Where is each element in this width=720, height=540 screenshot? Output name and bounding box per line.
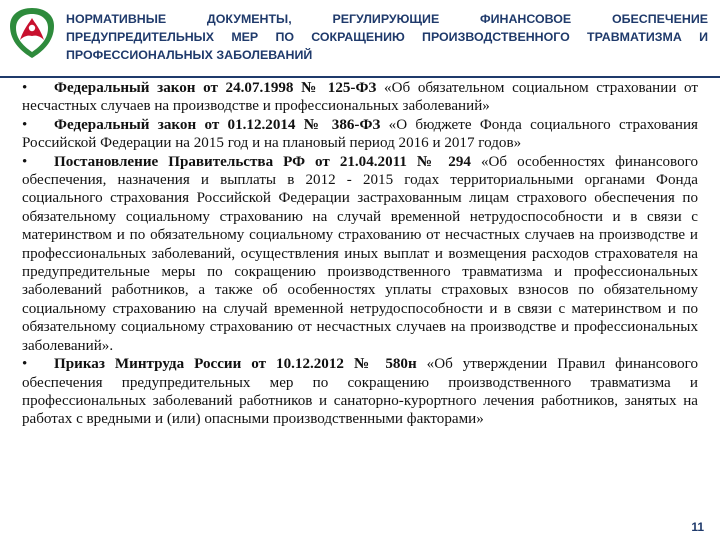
document-title: Федеральный закон от 01.12.2014 № 386-ФЗ <box>54 116 381 133</box>
header-divider <box>0 76 720 78</box>
document-title: Постановление Правительства РФ от 21.04.2011 № 294 <box>54 153 471 170</box>
documents-list <box>22 79 698 429</box>
page-number: 11 <box>691 520 704 534</box>
bullet: • <box>22 80 28 96</box>
list-item <box>22 116 698 153</box>
document-description: «Об утверждении Правил финансового обеспечения предупредительных мер по сокращению производственного травматизма и профессиональных заболеваний работников и санаторно-курортного лечения работников, занятых на работах с вредными и (или) опасными производственными факторами» <box>22 356 698 428</box>
bullet: • <box>22 116 28 133</box>
document-description: «О бюджете Фонда социального страхования Российской Федерации на 2015 год и на плановый период 2016 и 2017 годов» <box>22 116 698 152</box>
document-title: Федеральный закон от 24.07.1998 № 125-ФЗ <box>54 80 377 96</box>
document-description: «Об особенностях финансового обеспечения, назначения и выплаты в 2012 - 2015 годах территориальными органами Фонда социального страхования Российской Федерации застрахованным лицам страхового обеспечения по обязательному социальному страхованию на случай временной нетрудоспособности и в связи с материнством и по обязательному социальному страхованию от несчастных случаев на производстве и профессиональных заболеваний, осуществления иных выплат и возмещения расходов страхователя на предупредительные меры по сокращению производственного травматизма и профессиональных заболеваний работников, а также об особенностях уплаты страховых взносов по обязательному социальному страхованию на случай временной нетрудоспособности и в связи с материнством и по обязательному социальному страхованию от несчастных случаев на производстве и профессиональных заболеваний». <box>22 153 698 354</box>
slide-title: НОРМАТИВНЫЕ ДОКУМЕНТЫ, РЕГУЛИРУЮЩИЕ ФИНАНСОВОЕ ОБЕСПЕЧЕНИЕ ПРЕДУПРЕДИТЕЛЬНЫХ МЕР ПО СОКРАЩЕНИЮ ПРОИЗВОДСТВЕННОГО ТРАВМАТИЗМА И ПРОФЕССИОНАЛЬНЫХ ЗАБОЛЕВАНИЙ <box>66 12 708 62</box>
list-item <box>22 153 698 355</box>
document-title: Приказ Минтруда России от 10.12.2012 № 580н <box>54 356 417 373</box>
bullet: • <box>22 356 28 373</box>
list-item <box>22 355 698 429</box>
bullet: • <box>22 153 28 170</box>
list-item <box>22 79 698 116</box>
document-description: «Об обязательном социальном страховании от несчастных случаев на производстве и профессиональных заболеваний» <box>22 80 699 115</box>
fss-emblem-icon <box>6 6 58 60</box>
